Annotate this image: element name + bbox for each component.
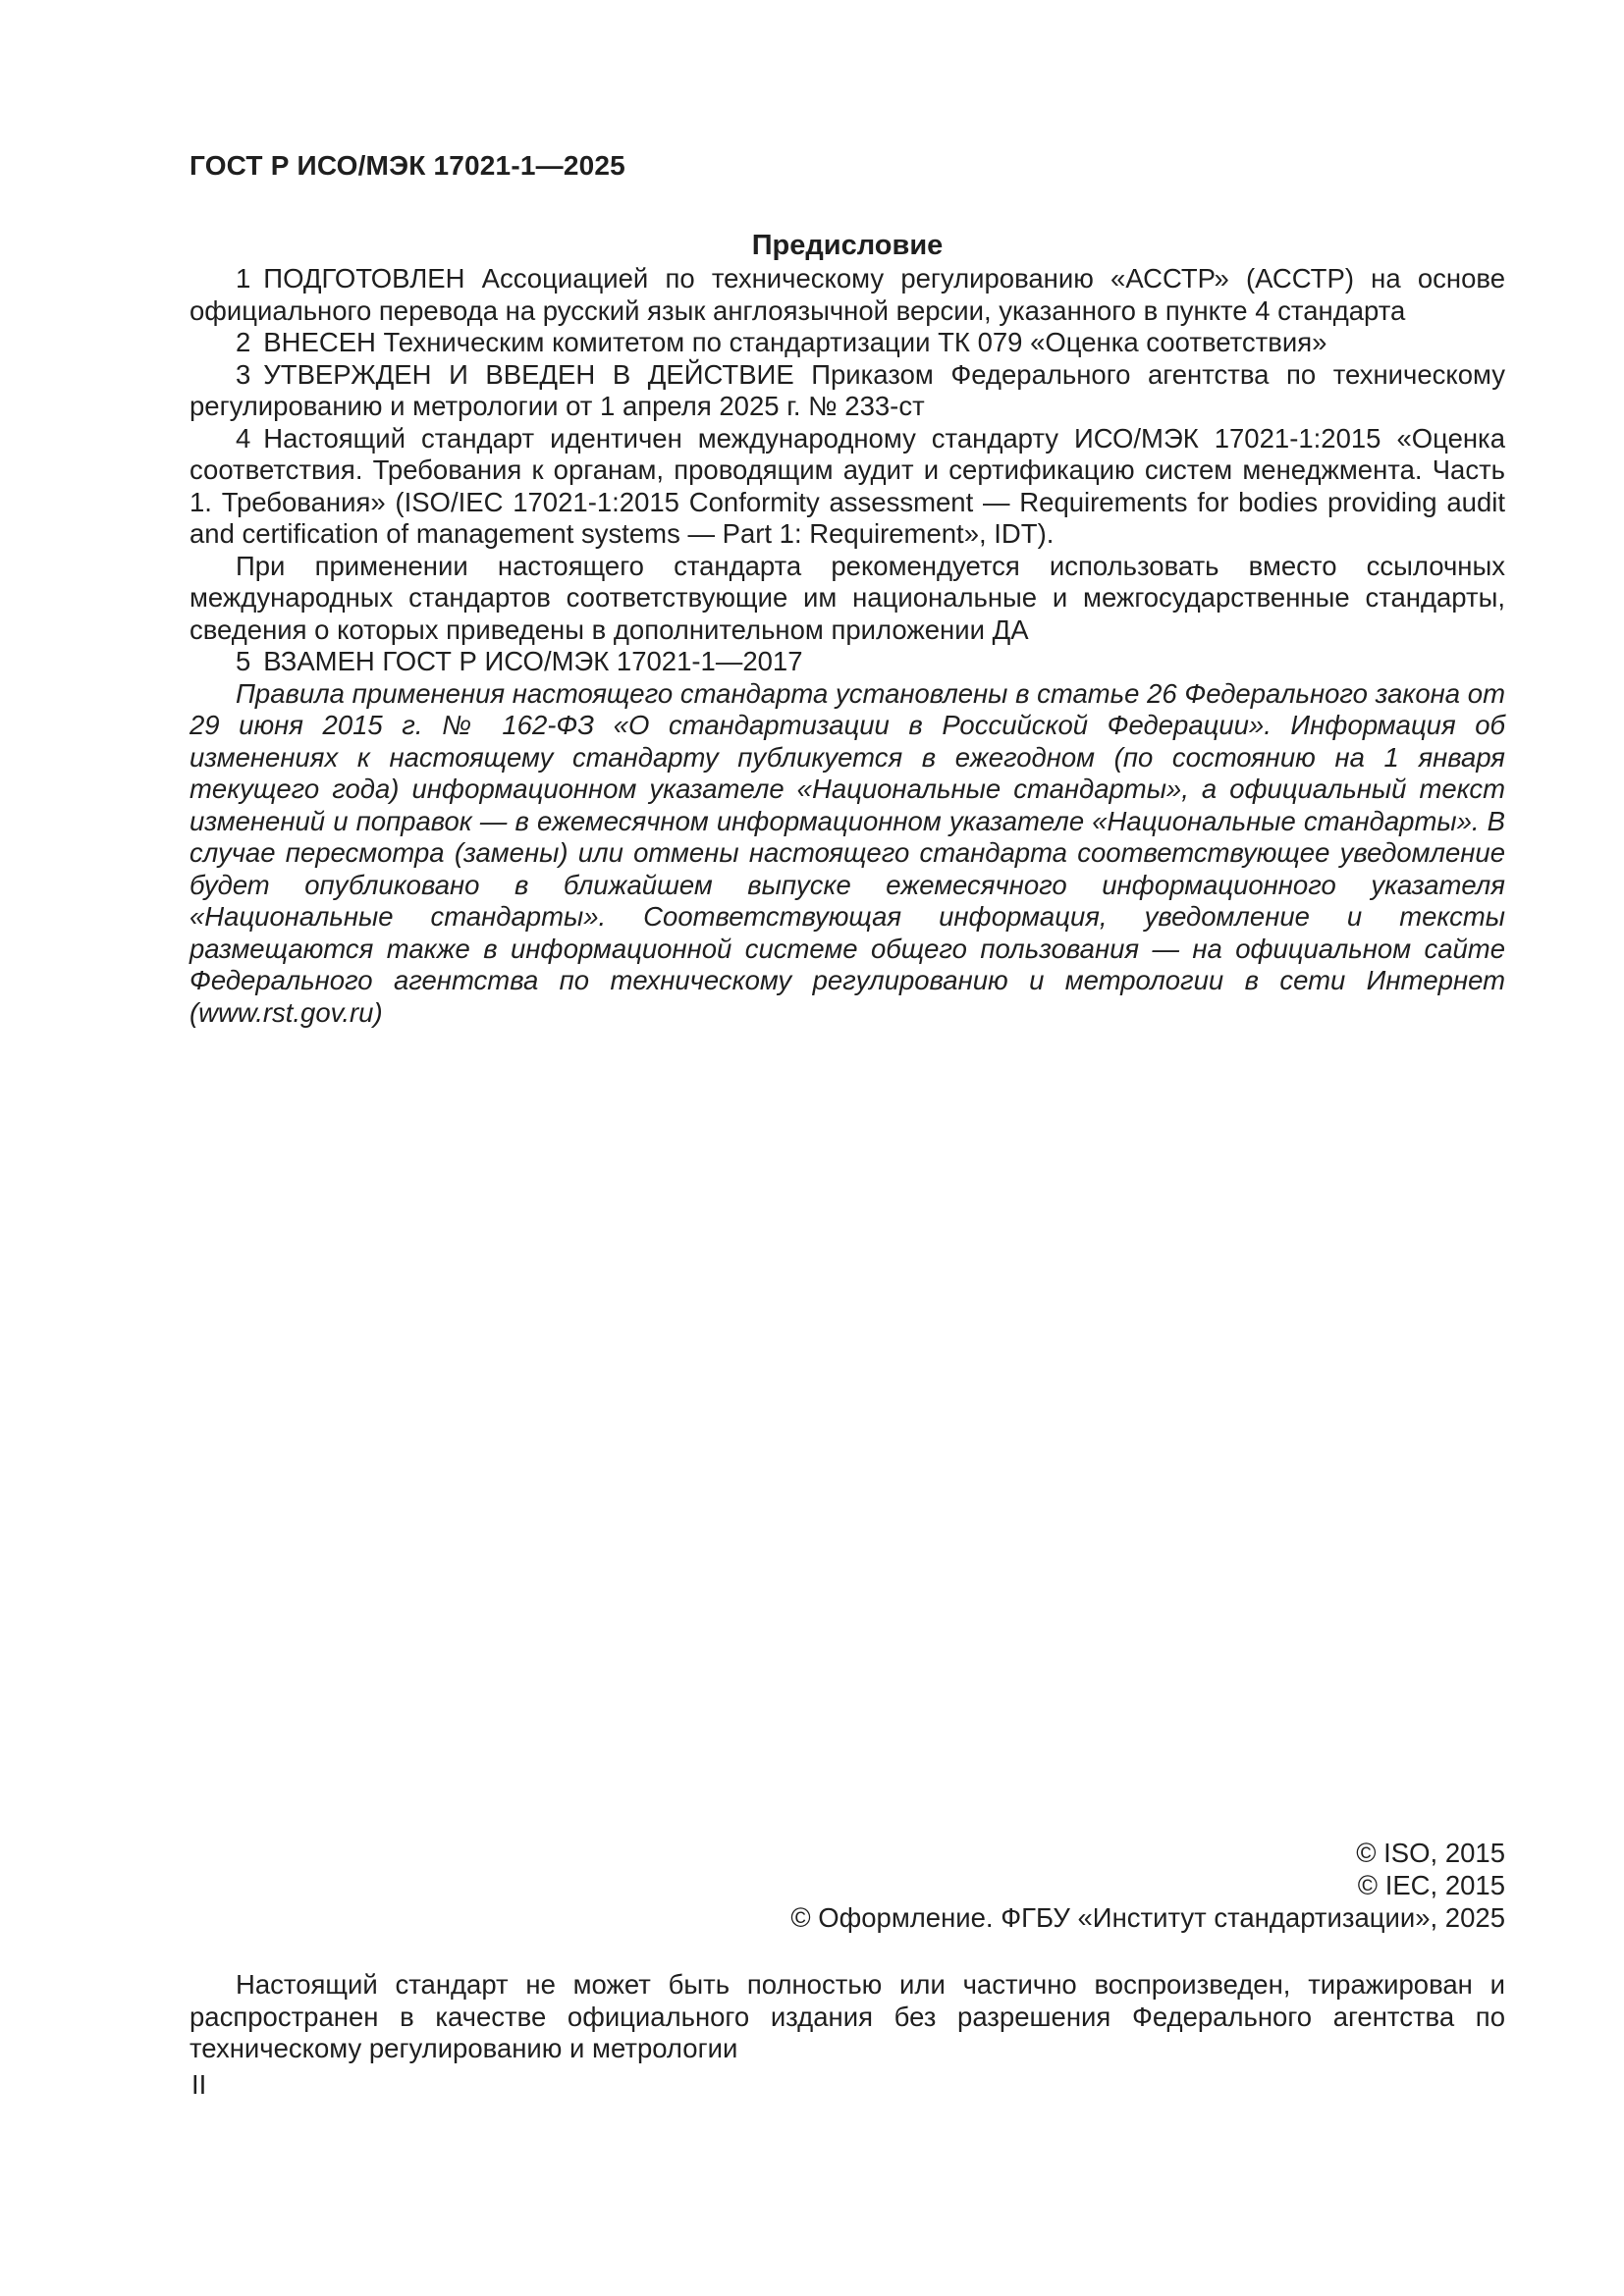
clause-3 [189,359,1505,423]
clause-4-number: 4 [236,422,251,454]
clause-2-text: ВНЕСЕН Техническим комитетом по стандартизации ТК 079 «Оценка соответствия» [263,327,1327,357]
clause-4-continuation [189,551,1505,647]
clause-2 [189,327,1505,359]
clause-4-continuation-text: При применении настоящего стандарта рекомендуется использовать вместо ссылочных международных стандартов соответствующие им национальные и межгосударственные стандарты, сведения о которых приведены в дополнительном приложении ДА [189,550,1505,645]
page-content [189,149,1505,1029]
copyright-iec: © IEC, 2015 [1357,1870,1505,1900]
page-number: II [191,2069,207,2100]
running-header: ГОСТ Р ИСО/МЭК 17021-1—2025 [189,150,625,181]
clause-1-text: ПОДГОТОВЛЕН Ассоциацией по техническому регулированию «АССТР» (АССТР) на основе официального перевода на русский язык англоязычной версии, указанного в пункте 4 стандарта [189,263,1505,326]
clause-1 [189,263,1505,327]
legal-application-notice: Правила применения настоящего стандарта установлены в статье 26 Федерального закона от 29 июня 2015 г. № 162-ФЗ «О стандартизации в Российской Федерации». Информация об изменениях к настоящему стандарту публикуется в ежегодном (по состоянию на 1 января текущего года) информационном указателе «Национальные стандарты», а официальный текст изменений и поправок — в ежемесячном информационном указателе «Национальные стандарты». В случае пересмотра (замены) или отмены настоящего стандарта соответствующее уведомление будет опубликовано в ближайшем выпуске ежемесячного информационного указателя «Национальные стандарты». Соответствующая информация, уведомление и тексты размещаются также в информационной системе общего пользования — на официальном сайте Федерального агентства по техническому регулированию и метрологии в сети Интернет (www.rst.gov.ru) [189,677,1505,1028]
copyright-iso: © ISO, 2015 [1356,1838,1505,1868]
clause-5 [189,646,1505,678]
clause-3-text: УТВЕРЖДЕН И ВВЕДЕН В ДЕЙСТВИЕ Приказом Федерального агентства по техническому регулированию и метрологии от 1 апреля 2025 г. № 233-ст [189,358,1505,421]
foreword-title: Предисловие [751,230,944,261]
clause-1-number: 1 [236,263,251,294]
clause-3-number: 3 [236,358,251,390]
reproduction-restriction: Настоящий стандарт не может быть полностью или частично воспроизведен, тиражирован и распространен в качестве официального издания без разрешения Федерального агентства по техническому регулированию и метрологии [189,1969,1505,2063]
clause-5-number: 5 [236,646,251,676]
clause-2-number: 2 [236,327,251,357]
clause-5-text: ВЗАМЕН ГОСТ Р ИСО/МЭК 17021-1—2017 [263,646,803,676]
clause-4-text: Настоящий стандарт идентичен международному стандарту ИСО/МЭК 17021-1:2015 «Оценка соответствия. Требования к органам, проводящим аудит и сертификацию систем менеджмента. Часть 1. Требования» (ISO/IEC 17021-1:2015 Conformity assessment — Requirements for bodies providing audit and certification of management systems — Part 1: Requirement», IDT). [189,422,1505,549]
clause-4 [189,423,1505,551]
copyright-design: © Оформление. ФГБУ «Институт стандартизации», 2025 [790,1902,1505,1933]
copyright-block [189,1837,1505,1934]
